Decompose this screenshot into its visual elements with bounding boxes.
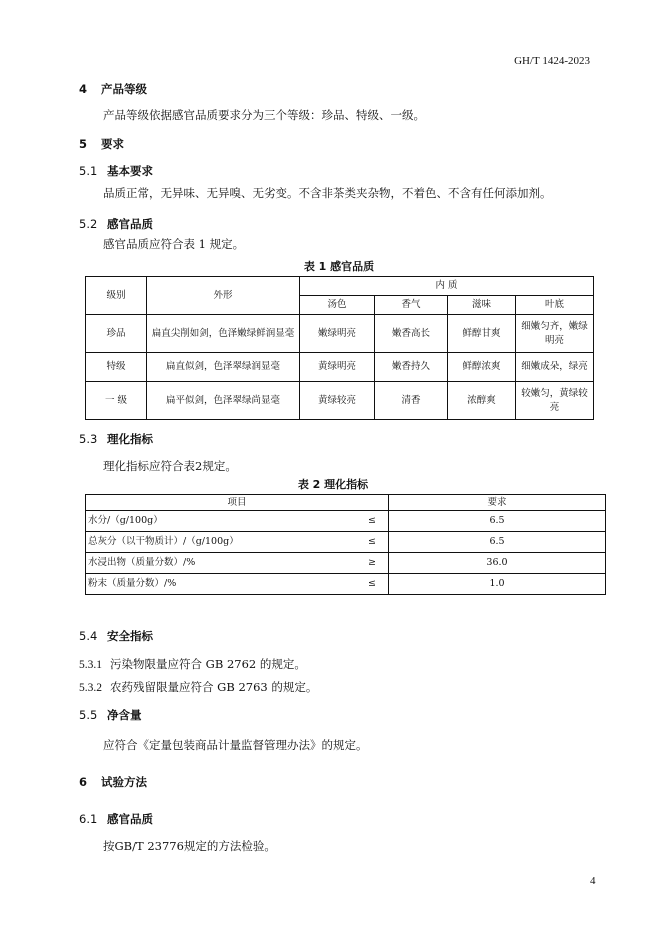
section-5-4-heading — [79, 628, 153, 644]
aroma-cell: 清香 — [375, 382, 448, 420]
col-header-leaf: 叶底 — [516, 296, 594, 315]
section-5-1-heading — [79, 163, 153, 179]
value-cell: 6.5 — [389, 511, 606, 532]
section-5-2-text: 感官品质应符合表 1 规定。 — [103, 237, 245, 251]
col-header-grade: 级别 — [86, 277, 147, 315]
taste-cell: 鲜醇浓爽 — [448, 353, 516, 382]
item-label: 粉末（质量分数）/% — [88, 578, 177, 589]
shape-cell: 扁平似剑，色泽翠绿尚显毫 — [147, 382, 300, 420]
item-cell — [86, 511, 389, 532]
soup-cell: 黄绿明亮 — [300, 353, 375, 382]
item-label: 水分/（g/100g） — [88, 515, 163, 526]
comparison-symbol: ≥ — [368, 557, 376, 568]
col-header-aroma: 香气 — [375, 296, 448, 315]
shape-cell: 扁直尖削如剑，色泽嫩绿鲜润显毫 — [147, 315, 300, 353]
section-title: 基本要求 — [107, 164, 153, 178]
section-5-2-heading — [79, 216, 153, 232]
value-cell: 1.0 — [389, 574, 606, 595]
aroma-cell: 嫩香高长 — [375, 315, 448, 353]
item-cell — [86, 574, 389, 595]
item-label: 总灰分（以干物质计）/（g/100g） — [88, 536, 239, 547]
col-header-requirement: 要求 — [389, 495, 606, 511]
section-title: 净含量 — [107, 708, 142, 722]
col-header-inner: 内 质 — [300, 277, 594, 296]
section-6-1-heading — [79, 811, 153, 827]
physicochemical-table — [85, 494, 606, 595]
col-header-item: 项目 — [86, 495, 389, 511]
section-number: 4 — [79, 82, 88, 96]
leaf-cell: 细嫩匀齐，嫩绿明亮 — [516, 315, 594, 353]
col-header-soup: 汤色 — [300, 296, 375, 315]
col-header-shape: 外形 — [147, 277, 300, 315]
aroma-cell: 嫩香持久 — [375, 353, 448, 382]
section-5-3-text: 理化指标应符合表2规定。 — [103, 459, 237, 473]
item-number: 5.3.2 — [79, 682, 102, 694]
taste-cell: 浓醇爽 — [448, 382, 516, 420]
section-title: 感官品质 — [107, 812, 153, 826]
table-1-caption: 表 1 感官品质 — [303, 260, 375, 273]
section-title: 理化指标 — [107, 432, 153, 446]
section-6-heading — [79, 774, 147, 790]
section-5-heading — [79, 136, 124, 152]
section-number: 5.2 — [79, 217, 98, 231]
table-row — [86, 574, 606, 595]
section-number: 5 — [79, 137, 88, 151]
table-2-caption: 表 2 理化指标 — [297, 478, 369, 491]
section-6-1-text: 按GB/T 23776规定的方法检验。 — [103, 839, 276, 853]
section-number: 6.1 — [79, 812, 98, 826]
soup-cell: 嫩绿明亮 — [300, 315, 375, 353]
section-number: 5.1 — [79, 164, 98, 178]
item-number: 5.3.1 — [79, 659, 102, 671]
comparison-symbol: ≤ — [368, 515, 376, 526]
taste-cell: 鲜醇甘爽 — [448, 315, 516, 353]
section-number: 5.3 — [79, 432, 98, 446]
section-title: 试验方法 — [101, 775, 147, 789]
grade-cell: 特级 — [86, 353, 147, 382]
col-header-taste: 滋味 — [448, 296, 516, 315]
comparison-symbol: ≤ — [368, 578, 376, 589]
item-text: 污染物限量应符合 GB 2762 的规定。 — [110, 657, 306, 671]
table-row — [86, 511, 606, 532]
document-code: GH/T 1424-2023 — [514, 55, 590, 67]
section-5-1-text: 品质正常，无异味、无异嗅、无劣变。不含非茶类夹杂物，不着色、不含有任何添加剂。 — [103, 186, 552, 200]
table-2-block — [85, 476, 605, 595]
item-cell — [86, 553, 389, 574]
table-row — [86, 382, 594, 420]
section-title: 感官品质 — [107, 217, 153, 231]
section-5-3-heading — [79, 431, 153, 447]
section-5-5-heading — [79, 707, 142, 723]
table-1-block — [85, 258, 593, 420]
item-cell — [86, 532, 389, 553]
value-cell: 6.5 — [389, 532, 606, 553]
item-text: 农药残留限量应符合 GB 2763 的规定。 — [110, 680, 318, 694]
table-row — [86, 315, 594, 353]
section-title: 要求 — [101, 137, 124, 151]
item-5-3-1 — [79, 656, 306, 672]
soup-cell: 黄绿较亮 — [300, 382, 375, 420]
comparison-symbol: ≤ — [368, 536, 376, 547]
section-title: 安全指标 — [107, 629, 153, 643]
item-5-3-2 — [79, 679, 317, 695]
grade-cell: 一 级 — [86, 382, 147, 420]
table-row — [86, 553, 606, 574]
section-number: 5.5 — [79, 708, 98, 722]
section-4-text: 产品等级依据感官品质要求分为三个等级：珍品、特级、一级。 — [103, 108, 425, 122]
section-4-heading — [79, 81, 147, 97]
section-number: 6 — [79, 775, 88, 789]
sensory-quality-table — [85, 276, 594, 420]
shape-cell: 扁直似剑，色泽翠绿润显毫 — [147, 353, 300, 382]
table-row — [86, 532, 606, 553]
page-number: 4 — [590, 875, 596, 887]
section-number: 5.4 — [79, 629, 98, 643]
section-5-5-text: 应符合《定量包装商品计量监督管理办法》的规定。 — [103, 738, 368, 752]
leaf-cell: 较嫩匀，黄绿较亮 — [516, 382, 594, 420]
section-title: 产品等级 — [101, 82, 147, 96]
item-label: 水浸出物（质量分数）/% — [88, 557, 196, 568]
table-row — [86, 353, 594, 382]
grade-cell: 珍品 — [86, 315, 147, 353]
leaf-cell: 细嫩成朵，绿亮 — [516, 353, 594, 382]
value-cell: 36.0 — [389, 553, 606, 574]
